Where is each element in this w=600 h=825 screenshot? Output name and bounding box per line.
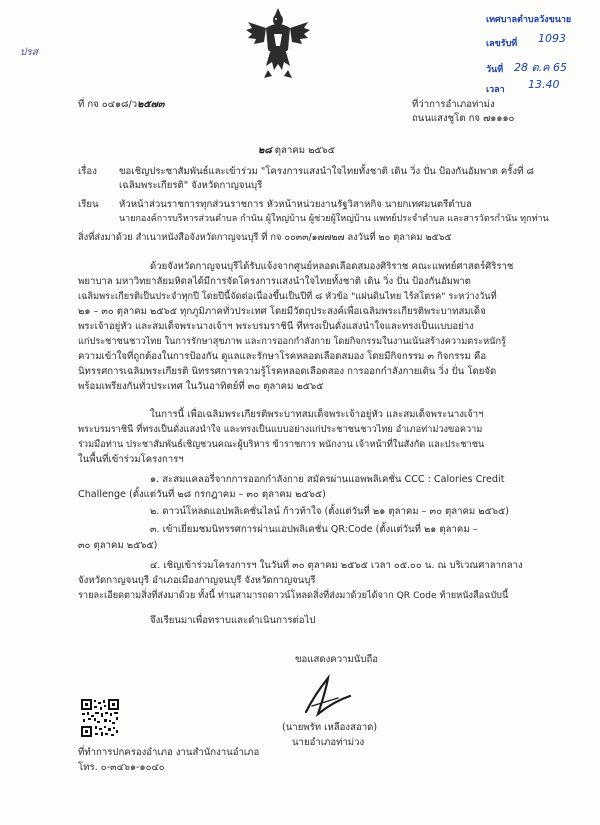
recipient-line-1: หัวหน้าส่วนราชการทุกส่วนราชการ หัวหน้าหน่วยงานรัฐวิสาหกิจ นายกเทศมนตรีตำบล (119, 199, 472, 210)
office-address-line1: ที่ว่าการอำเภอท่าม่ง (412, 99, 495, 110)
closing-request: จึงเรียนมาเพื่อทราบและดำเนินการต่อไป (150, 615, 316, 626)
activity-item: ๓. เข้าเยี่ยมชมนิทรรศการผ่านแอปพลิเคชั่น QR:Code (ตั้งแต่วันที่ ๒๑ ตุลาคม – (150, 524, 478, 535)
paragraph1-line: แก่ประชาชนชาวไทย ในการรักษาสุขภาพ และการออกกำลังกาย โดยกิจกรรมในงานเน้นสร้างความตระหนักรู้ (78, 336, 506, 347)
paragraph1-line: นิทรรศการเฉลิมพระเกียรติ นิทรรศการความรู้โรคหลอดเลือดสอง การออกกำลังกายเดิน วิ่ง ปั่น โดยจัด (78, 366, 497, 377)
activity-item: ๔. เชิญเข้าร่วมโครงการฯ ในวันที่ ๓๐ ตุลาคม ๒๕๖๕ เวลา ๐๕.๐๐ น. ณ บริเวณศาลากลาง (150, 560, 523, 571)
enclosure-line: สิ่งที่ส่งมาด้วย สำเนาหนังสือจังหวัดกาญจนบุรี ที่ กจ ๐๐๓๓/๑๗๗๒๗ ลงวันที่ ๒๐ ตุลาคม ๒๕๖๕ (78, 232, 452, 243)
paragraph1-line: ความเข้าใจที่ถูกต้องในการป้องกัน ดูแลและรักษาโรคหลอดเลือดสมอง โดยมีกิจกรรม ๓ กิจกรรม คือ (78, 351, 487, 362)
stamp-org: เทศบาลตำบลวังขนาย (486, 15, 572, 25)
paragraph2-line: ในการนี้ เพื่อเฉลิมพระเกียรติพระบาทสมเด็จพระเจ้าอยู่หัว และสมเด็จพระนางเจ้าฯ (150, 409, 484, 420)
garuda-emblem (244, 6, 312, 80)
paragraph2-line: ในพื้นที่เข้าร่วมโครงการฯ (78, 454, 184, 465)
paragraph2-line: พระบรมราชินี ที่ทรงเป็นดั่งแสงนำใจ และทรงเป็นแบบอย่างแก่ประชาชนชาวไทย อำเภอท่าม่วงขอความ (78, 424, 483, 435)
activity-item: รายละเอียดตามสิ่งที่ส่งมาด้วย ทั้งนี้ ท่านสามารถดาวน์โหลดสิ่งที่ส่งมาด้วยได้จาก QR Code ท้ายหนังสือฉบับนี้ (78, 590, 509, 601)
stamp-number-label: เลขรับที่ (486, 39, 518, 49)
activity-item: ๒. ดาวน์โหลดแอปพลิเคชั่นไลน์ ก้าวท้าใจ (ตั้งแต่วันที่ ๒๑ ตุลาคม – ๓๐ ตุลาคม ๒๕๖๕) (150, 506, 509, 517)
paragraph1-line: ๒๑ – ๓๐ ตุลาคม ๒๕๖๕ ทุกภูมิภาคทั่วประเทศ โดยมีวัตถุประสงค์เพื่อเฉลิมพระเกียรติพระบาทสมเด็จ (78, 306, 486, 317)
document-date (258, 145, 335, 157)
document-number-handwritten: ๒๕๗๓ (137, 99, 165, 110)
paragraph1-line: ด้วยจังหวัดกาญจนบุรีได้รับแจ้งจากศูนย์หลอดเลือดสมองศิริราช คณะแพทย์ศาสตร์ศิริราช (150, 261, 514, 272)
paragraph1-line: พระเจ้าอยู่หัว และสมเด็จพระนางเจ้าฯ พระบรมราชินี ที่ทรงเป็นดั่งแสงนำใจและทรงเป็นแบบอย่าง (78, 321, 474, 332)
footer-office: ที่ทำการปกครองอำเภอ งานสำนักงานอำเภอ (78, 747, 260, 758)
subject-label: เรื่อง (78, 166, 97, 177)
activity-item: ๓๐ ตุลาคม ๒๕๖๕) (78, 540, 158, 551)
signature-closing: ขอแสดงความนับถือ (295, 654, 379, 665)
recipient-label: เรียน (78, 199, 99, 210)
document-number-prefix: ที่ กจ ๐๔๑๘/ว (78, 99, 138, 110)
stamp-number-value: 1093 (538, 32, 566, 45)
subject-line-1: ขอเชิญประชาสัมพันธ์และเข้าร่วม "โครงการแสงนำใจไทยทั้งชาติ เดิน วิ่ง ปั่น ป้องกันอัมพาต ครั้งที่ ๘ (119, 166, 534, 177)
stamp-date-value: 28 ต.ค 65 (514, 61, 567, 74)
handwritten-signature (298, 670, 358, 720)
document-number (78, 99, 164, 111)
activity-item: ๑. สะสมแคลอรี่จากการออกกำลังกาย สมัครผ่านแอพพลิเคชั่น CCC : Calories Credit (150, 474, 505, 485)
document-date-rest: ตุลาคม ๒๕๖๕ (274, 145, 336, 156)
activity-item: Challenge (ตั้งแต่วันที่ ๒๘ กรกฎาคม – ๓๐ ตุลาคม ๒๕๖๕) (78, 489, 326, 500)
subject-line-2: เฉลิมพระเกียรติ" จังหวัดกาญจนบุรี (119, 180, 263, 191)
paragraph1-line: พยาบาล มหาวิทยาลัยมหิดลได้มีการจัดโครงการแสงนำใจไทยทั้งชาติ เดิน วิ่ง ปั่น ป้องกันอัมพาต (78, 276, 471, 287)
receipt-stamp (484, 10, 600, 95)
stamp-time-label: เวลา (486, 85, 505, 95)
activity-item: จังหวัดกาญจนบุรี อำเภอเมืองกาญจนบุรี จังหวัดกาญจนบุรี (78, 575, 316, 586)
stamp-time-value: 13.40 (528, 78, 560, 91)
office-address-line2: ถนนแสงชูโต กจ ๗๑๑๑๐ (412, 113, 515, 124)
corner-handwritten-note: ปรส (20, 47, 38, 58)
qr-code (80, 698, 120, 738)
footer-phone: โทร. ๐-๓๔๖๑-๑๐๔๐ (78, 762, 165, 773)
paragraph2-line: ร่วมมือท่าน ประชาสัมพันธ์เชิญชวนคณะผู้บริหาร ข้าราชการ พนักงาน เจ้าหน้าที่ในสังกัด และประชาชน (78, 439, 485, 450)
signature-name: (นายพรัท เหลืองสอาด) (282, 722, 378, 733)
stamp-date-label: วันที่ (486, 65, 504, 75)
paragraph1-line: พร้อมเพรียงกันทั่วประเทศ ในวันอาทิตย์ที่ ๓๐ ตุลาคม ๒๕๖๕ (78, 381, 324, 392)
recipient-line-2: นายกองค์การบริหารส่วนตำบล กำนัน ผู้ใหญ่บ้าน ผู้ช่วยผู้ใหญ่บ้าน แพทย์ประจำตำบล และสารวัตรกำนัน ทุกท่าน (119, 214, 549, 224)
document-date-day: ๒๘ (258, 145, 272, 156)
signature-position: นายอำเภอท่าม่วง (292, 737, 365, 748)
paragraph1-line: เฉลิมพระเกียรติเป็นประจำทุกปี โดยปีนี้จัดต่อเนื่องขึ้นเป็นปีที่ ๘ หัวข้อ "แผ่นดินไทย ไร้สโตรค" ระหว่างวันที่ (78, 291, 497, 302)
